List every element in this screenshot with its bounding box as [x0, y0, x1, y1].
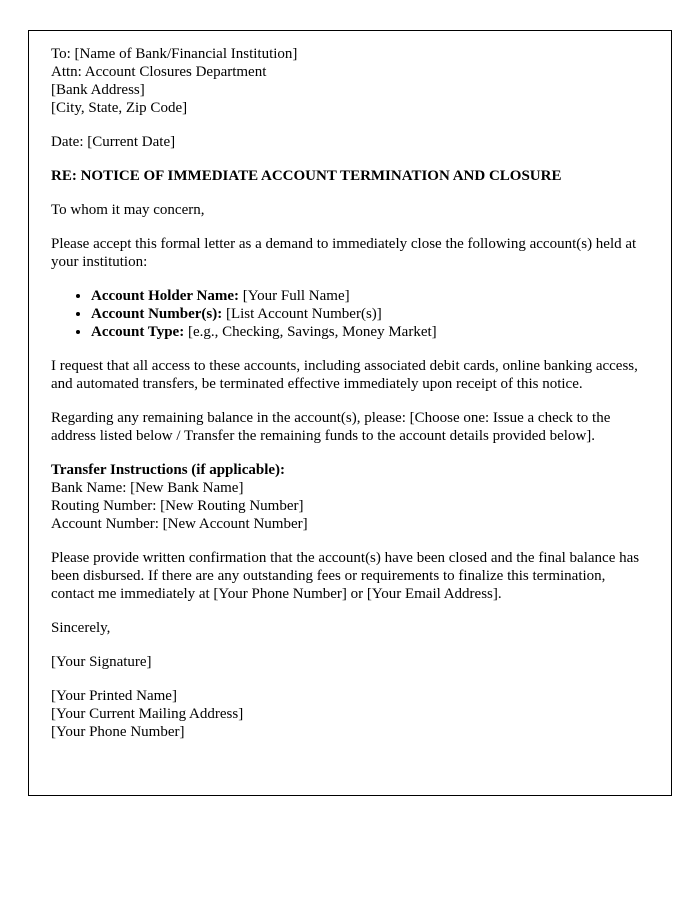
recipient-line-to: To: [Name of Bank/Financial Institution]	[51, 46, 298, 62]
recipient-line-address: [Bank Address]	[51, 82, 145, 98]
bullet-label-account-numbers: Account Number(s):	[91, 306, 223, 322]
recipient-line-attn: Attn: Account Closures Department	[51, 64, 267, 80]
account-details-list	[51, 287, 649, 341]
bullet-value-account-type: [e.g., Checking, Savings, Money Market]	[184, 324, 437, 340]
letter-page	[28, 30, 672, 796]
subject-line: RE: NOTICE OF IMMEDIATE ACCOUNT TERMINATION AND CLOSURE	[51, 168, 562, 184]
salutation: To whom it may concern,	[51, 202, 205, 218]
date-line: Date: [Current Date]	[51, 134, 176, 150]
bullet-label-holder-name: Account Holder Name:	[91, 288, 240, 304]
recipient-line-city: [City, State, Zip Code]	[51, 100, 188, 116]
signer-block	[51, 687, 649, 741]
list-item	[91, 305, 649, 323]
recipient-block	[51, 45, 649, 117]
list-item	[91, 323, 649, 341]
signer-printed-name: [Your Printed Name]	[51, 688, 177, 704]
bullet-value-account-numbers: [List Account Number(s)]	[222, 306, 382, 322]
paragraph-intro: Please accept this formal letter as a demand to immediately close the following account(s) held at your institution:	[51, 236, 637, 270]
transfer-account-number: Account Number: [New Account Number]	[51, 516, 308, 532]
transfer-routing-number: Routing Number: [New Routing Number]	[51, 498, 304, 514]
bullet-label-account-type: Account Type:	[91, 324, 185, 340]
transfer-bank-name: Bank Name: [New Bank Name]	[51, 480, 244, 496]
bullet-value-holder-name: [Your Full Name]	[239, 288, 350, 304]
transfer-instructions-block	[51, 461, 649, 533]
closing-line: Sincerely,	[51, 620, 111, 636]
paragraph-confirmation: Please provide written confirmation that the account(s) have been closed and the final balance has been disbursed. If there are any outstanding fees or requirements to finalize this termination, contact me immediately at [Your Phone Number] or [Your Email Address].	[51, 550, 640, 602]
paragraph-remaining-balance: Regarding any remaining balance in the account(s), please: [Choose one: Issue a check to the address listed below / Transfer the remaining funds to the account details provided below].	[51, 410, 611, 444]
list-item	[91, 287, 649, 305]
signer-mailing-address: [Your Current Mailing Address]	[51, 706, 244, 722]
transfer-instructions-heading: Transfer Instructions (if applicable):	[51, 462, 286, 478]
signature-placeholder: [Your Signature]	[51, 654, 152, 670]
paragraph-access-termination: I request that all access to these accounts, including associated debit cards, online banking access, and automated transfers, be terminated effective immediately upon receipt of this notice.	[51, 358, 638, 392]
signer-phone-number: [Your Phone Number]	[51, 724, 185, 740]
